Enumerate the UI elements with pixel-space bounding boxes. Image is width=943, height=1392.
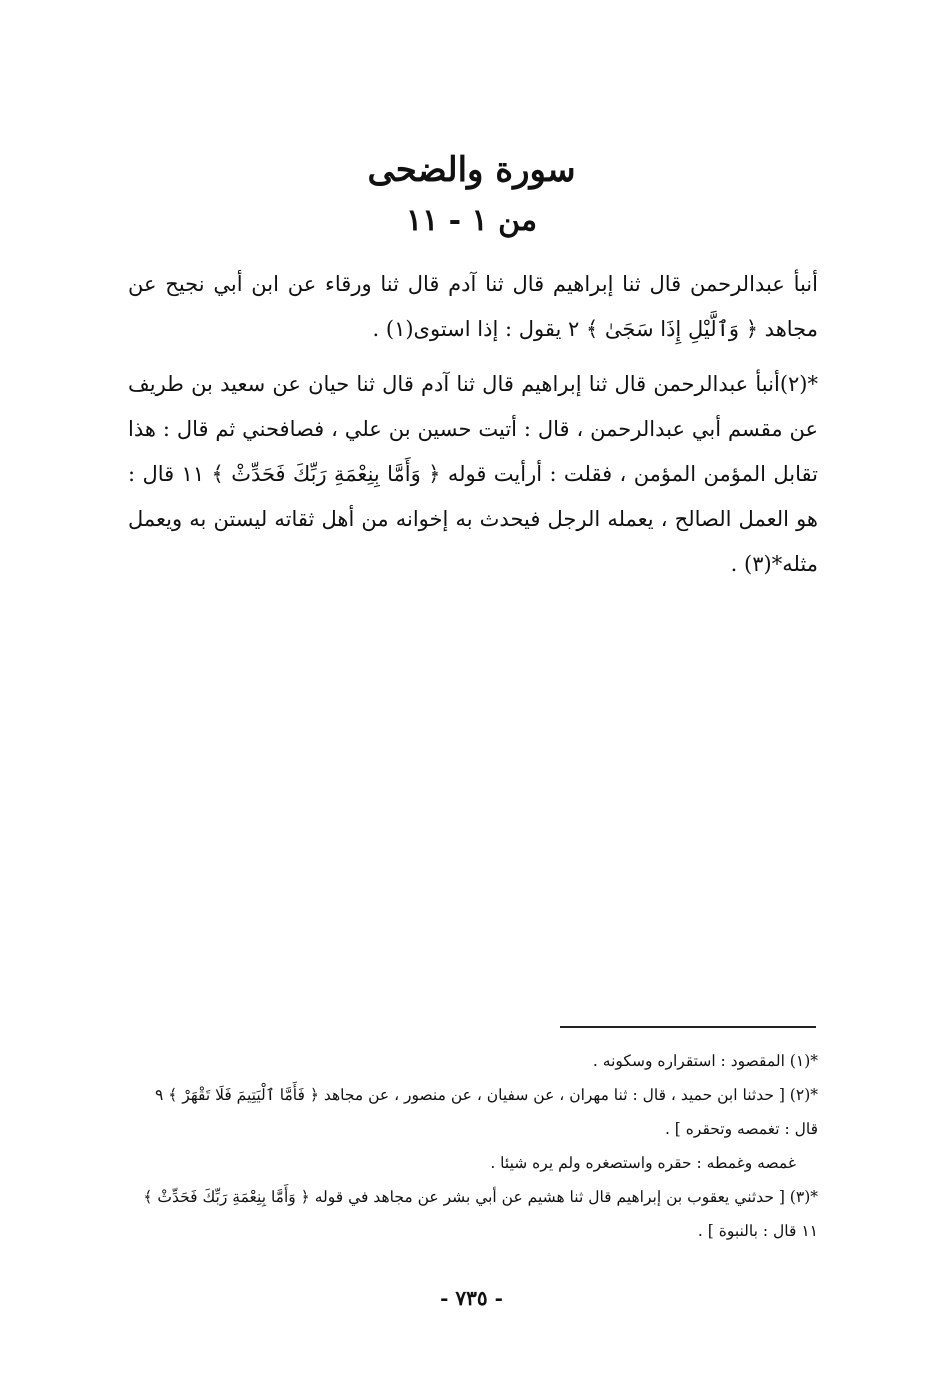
body-paragraph: أنبأ عبدالرحمن قال ثنا إبراهيم قال ثنا آدم قال ثنا ورقاء عن ابن أبي نجيح عن مجاهد ﴿ وَٱلَّيْلِ إِذَا سَجَىٰ ﴾ ٢ يقول : إذا استوى(١) . (128, 272, 818, 341)
footnote-3: *(٣) [ حدثني يعقوب بن إبراهيم قال ثنا هشيم عن أبي بشر عن مجاهد في قوله ﴿ وَأَمَّا بِنِعْمَةِ رَبِّكَ فَحَدِّثْ ﴾ ١١ قال : بالنبوة ] . (143, 1188, 818, 1240)
verse-range-title: من ١ - ١١ (405, 203, 538, 238)
footnote-divider (560, 1026, 816, 1028)
surah-title: سورة والضحى (367, 150, 576, 190)
body-paragraph: *(٢)أنبأ عبدالرحمن قال ثنا إبراهيم قال ثنا آدم قال ثنا حيان عن سعيد بن طريف عن مقسم أبي عبدالرحمن ، قال : أتيت حسين بن علي ، فصافحني ثم قال : هذا تقابل المؤمن المؤمن ، فقلت : أرأيت قوله ﴿ وَأَمَّا بِنِعْمَةِ رَبِّكَ فَحَدِّثْ ﴾ ١١ قال : هو العمل الصالح ، يعمله الرجل فيحدث به إخوانه من أهل ثقاته ليستن به ويعمل مثله*(٣) . (128, 372, 818, 576)
footnote-2: *(٢) [ حدثنا ابن حميد ، قال : ثنا مهران ، عن سفيان ، عن منصور ، عن مجاهد ﴿ فَأَمَّا ٱلْيَتِيمَ فَلَا تَقْهَرْ ﴾ ٩ قال : تغمصه وتحقره ] . (155, 1086, 818, 1138)
page-number: - ٧٣٥ - (440, 1286, 503, 1310)
footnote-1: *(١) المقصود : استقراره وسكونه . (592, 1052, 818, 1070)
footnote-2-gloss: غمصه وغمطه : حقره واستصغره ولم يره شيئا . (490, 1154, 796, 1172)
